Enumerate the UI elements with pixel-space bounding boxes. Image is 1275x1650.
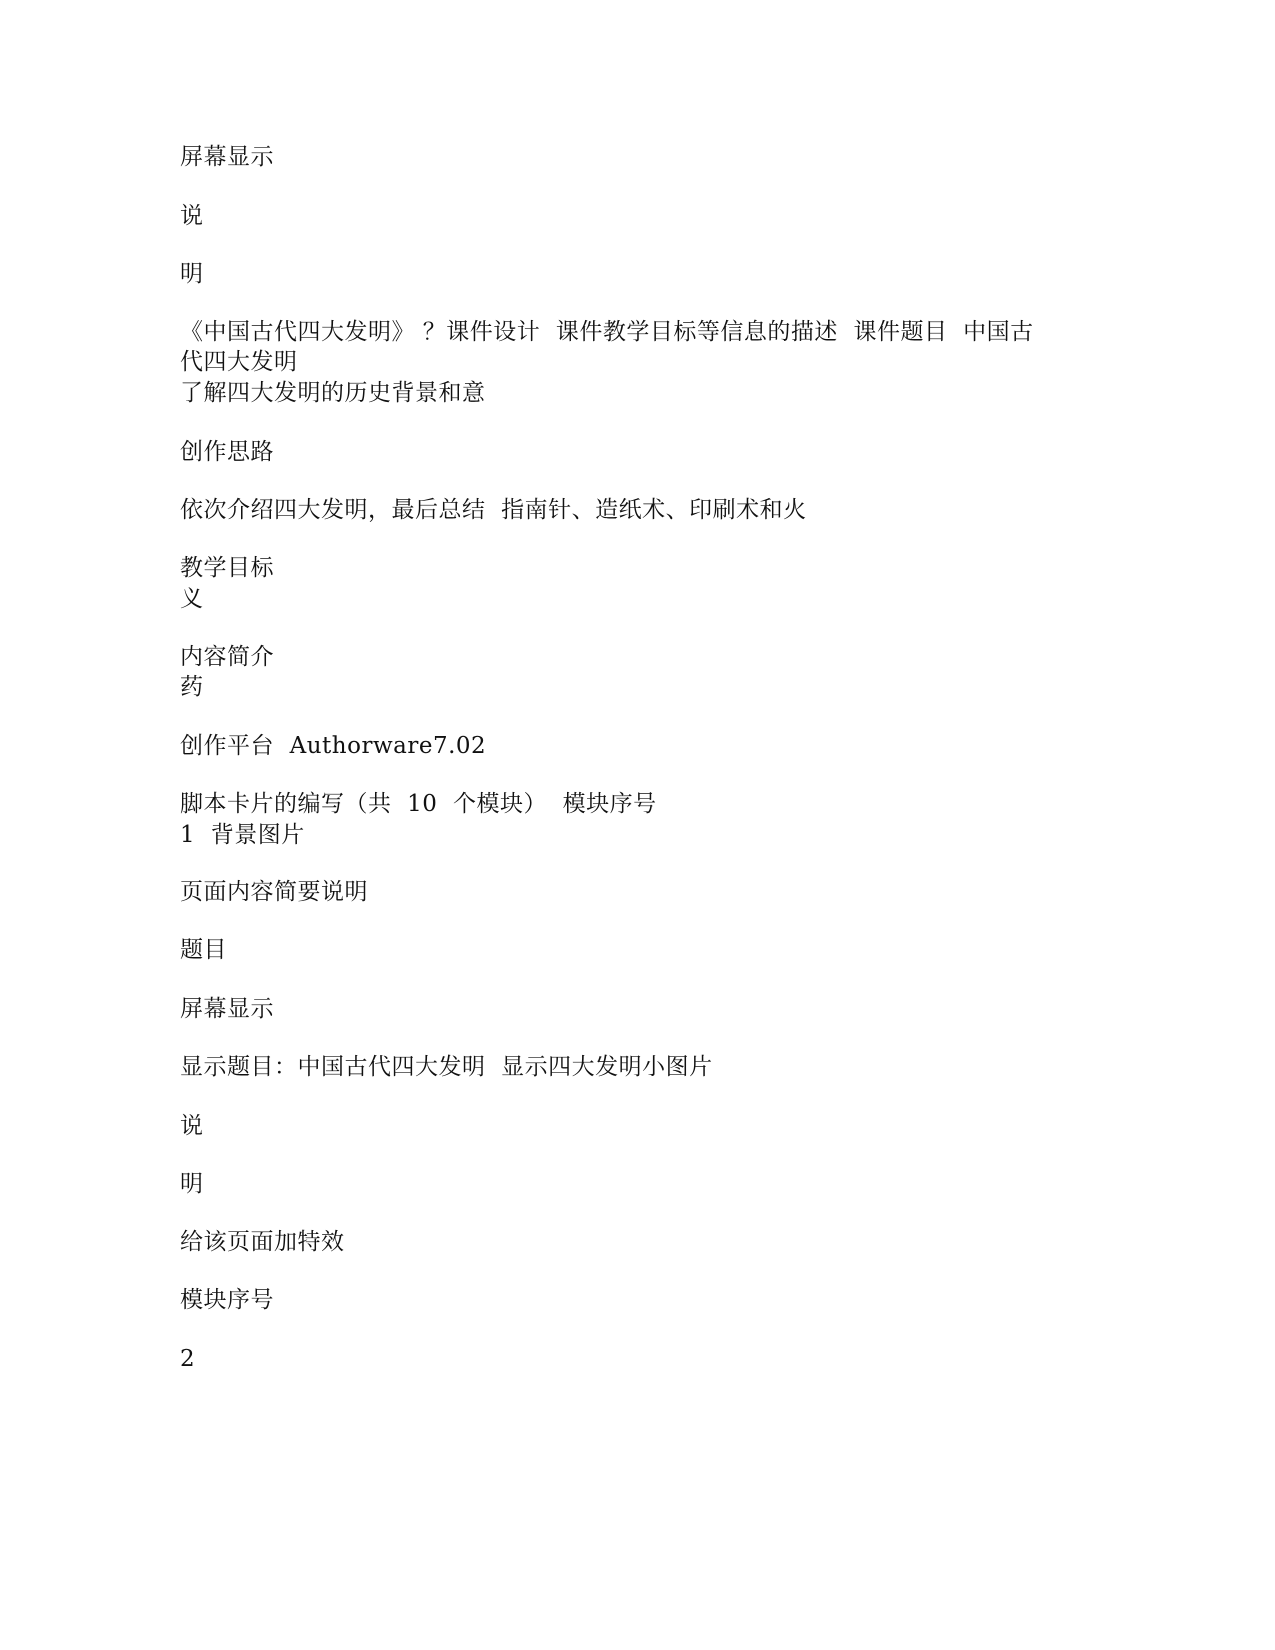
text-line: 依次介绍四大发明，最后总结 指南针、造纸术、印刷术和火 bbox=[180, 497, 807, 523]
text-line: 说 bbox=[180, 203, 204, 229]
text-line: 药 bbox=[180, 674, 204, 700]
text-line: 内容简介 bbox=[180, 644, 274, 670]
text-line: 创作平台 Authorware7.02 bbox=[180, 733, 487, 759]
text-line: 2 bbox=[180, 1346, 196, 1372]
text-line: 了解四大发明的历史背景和意 bbox=[180, 380, 486, 406]
text-line: 创作思路 bbox=[180, 439, 274, 465]
text-line: 《中国古代四大发明》 ？课件设计 课件教学目标等信息的描述 课件题目 中国古 bbox=[180, 319, 1034, 345]
text-line: 模块序号 bbox=[180, 1287, 274, 1313]
text-line: 给该页面加特效 bbox=[180, 1229, 345, 1255]
text-line: 代四大发明 bbox=[180, 349, 298, 375]
text-line: 屏幕显示 bbox=[180, 996, 274, 1022]
text-line: 题目 bbox=[180, 937, 227, 963]
text-line: 义 bbox=[180, 586, 204, 612]
text-line: 屏幕显示 bbox=[180, 144, 274, 170]
text-line: 明 bbox=[180, 1171, 204, 1197]
text-line: 明 bbox=[180, 261, 204, 287]
text-line: 页面内容简要说明 bbox=[180, 879, 368, 905]
text-line: 脚本卡片的编写（共 10 个模块） 模块序号 bbox=[180, 791, 657, 817]
text-line: 显示题目：中国古代四大发明 显示四大发明小图片 bbox=[180, 1054, 713, 1080]
text-line: 说 bbox=[180, 1113, 204, 1139]
text-line: 教学目标 bbox=[180, 555, 274, 581]
text-line: 1 背景图片 bbox=[180, 822, 305, 848]
